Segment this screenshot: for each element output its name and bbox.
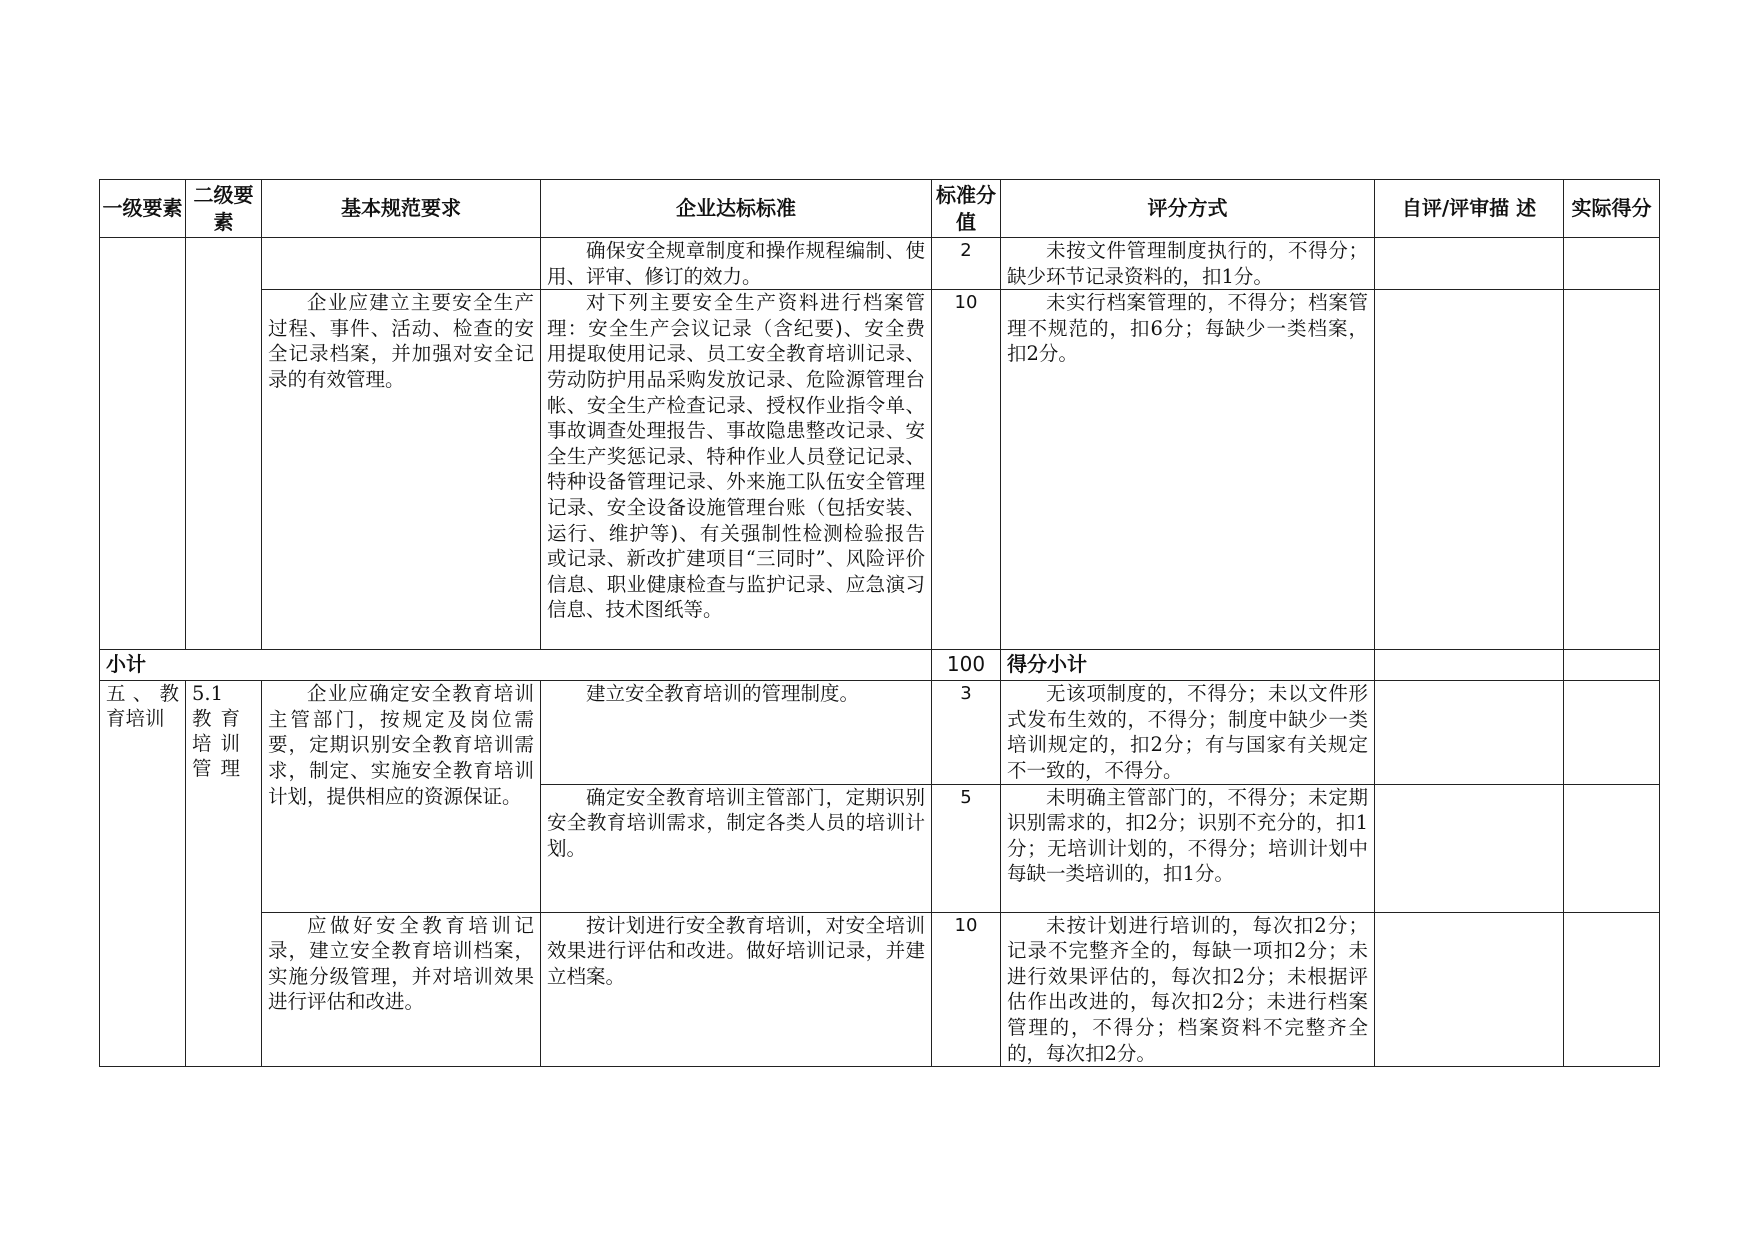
- standard-cell: 按计划进行安全教育培训，对安全培训效果进行评估和改进。做好培训记录，并建立档案。: [541, 912, 932, 1067]
- requirement-cell: 企业应确定安全教育培训主管部门，按规定及岗位需要，定期识别安全教育培训需求，制定、实施安全教育培训计划，提供相应的资源保证。: [262, 681, 541, 912]
- standard-cell: 建立安全教育培训的管理制度。: [541, 681, 932, 784]
- requirement-cell: 企业应建立主要安全生产过程、事件、活动、检查的安全记录档案，并加强对安全记录的有效管理。: [262, 290, 541, 650]
- score-cell: 3: [932, 681, 1001, 784]
- header-level1: 一级要素: [100, 180, 186, 238]
- table-row: [100, 912, 1660, 1067]
- method-cell: 无该项制度的，不得分；未以文件形式发布生效的，不得分；制度中缺少一类培训规定的，扣2分；有与国家有关规定不一致的，不得分。: [1001, 681, 1375, 784]
- method-cell: 未明确主管部门的，不得分；未定期识别需求的，扣2分；识别不充分的，扣1分；无培训计划的，不得分；培训计划中每缺一类培训的，扣1分。: [1001, 784, 1375, 912]
- score-cell: 10: [932, 912, 1001, 1067]
- score-cell: 5: [932, 784, 1001, 912]
- level2-cell-empty: [186, 238, 262, 650]
- subtotal-label: 小计: [100, 650, 932, 681]
- score-cell: 2: [932, 238, 1001, 290]
- method-cell: 未按计划进行培训的，每次扣2分；记录不完整齐全的，每缺一项扣2分；未进行效果评估的，每次扣2分；未根据评估作出改进的，每次扣2分；未进行档案管理的，不得分；档案资料不完整齐全的，每次扣2分。: [1001, 912, 1375, 1067]
- header-level2: 二级要素: [186, 180, 262, 238]
- header-actual-score: 实际得分: [1564, 180, 1660, 238]
- method-cell: 未按文件管理制度执行的，不得分；缺少环节记录资料的，扣1分。: [1001, 238, 1375, 290]
- subtotal-row: [100, 650, 1660, 681]
- subtotal-score: 100: [932, 650, 1001, 681]
- actual-score-cell[interactable]: [1564, 912, 1660, 1067]
- self-review-cell[interactable]: [1375, 681, 1564, 784]
- self-review-cell[interactable]: [1375, 912, 1564, 1067]
- subtotal-method-label: 得分小计: [1001, 650, 1375, 681]
- score-cell: 10: [932, 290, 1001, 650]
- header-standard-score: 标准分值: [932, 180, 1001, 238]
- table-row: [100, 290, 1660, 650]
- table-row: [100, 681, 1660, 784]
- subtotal-actual-score[interactable]: [1564, 650, 1660, 681]
- requirement-cell: 应做好安全教育培训记录，建立安全教育培训档案，实施分级管理，并对培训效果进行评估和改进。: [262, 912, 541, 1067]
- header-enterprise-standard: 企业达标标准: [541, 180, 932, 238]
- standard-cell: 对下列主要安全生产资料进行档案管理：安全生产会议记录（含纪要)、安全费用提取使用记录、员工安全教育培训记录、劳动防护用品采购发放记录、危险源管理台帐、安全生产检查记录、授权作业指令单、事故调查处理报告、事故隐患整改记录、安全生产奖惩记录、特种作业人员登记记录、特种设备管理记录、外来施工队伍安全管理记录、安全设备设施管理台账（包括安装、运行、维护等)、有关强制性检测检验报告或记录、新改扩建项目“三同时”、风险评价信息、职业健康检查与监护记录、应急演习信息、技术图纸等。: [541, 290, 932, 650]
- standard-cell: 确保安全规章制度和操作规程编制、使用、评审、修订的效力。: [541, 238, 932, 290]
- standard-cell: 确定安全教育培训主管部门，定期识别安全教育培训需求，制定各类人员的培训计划。: [541, 784, 932, 912]
- requirement-cell: [262, 238, 541, 290]
- header-row: [100, 180, 1660, 238]
- header-self-review: 自评/评审描 述: [1375, 180, 1564, 238]
- level1-education-training: 五、教育培训: [100, 681, 186, 1067]
- self-review-cell[interactable]: [1375, 238, 1564, 290]
- method-cell: 未实行档案管理的，不得分；档案管理不规范的，扣6分；每缺少一类档案，扣2分。: [1001, 290, 1375, 650]
- actual-score-cell[interactable]: [1564, 290, 1660, 650]
- level2-name: 教育培训管理: [192, 707, 250, 781]
- self-review-cell[interactable]: [1375, 784, 1564, 912]
- header-scoring-method: 评分方式: [1001, 180, 1375, 238]
- table-row: [100, 238, 1660, 290]
- subtotal-self-review[interactable]: [1375, 650, 1564, 681]
- level1-cell-empty: [100, 238, 186, 650]
- actual-score-cell[interactable]: [1564, 784, 1660, 912]
- level2-number: 5.1: [192, 682, 224, 706]
- self-review-cell[interactable]: [1375, 290, 1564, 650]
- safety-standard-table: [99, 179, 1660, 1067]
- actual-score-cell[interactable]: [1564, 681, 1660, 784]
- level2-training-management: [186, 681, 262, 1067]
- header-basic-requirement: 基本规范要求: [262, 180, 541, 238]
- actual-score-cell[interactable]: [1564, 238, 1660, 290]
